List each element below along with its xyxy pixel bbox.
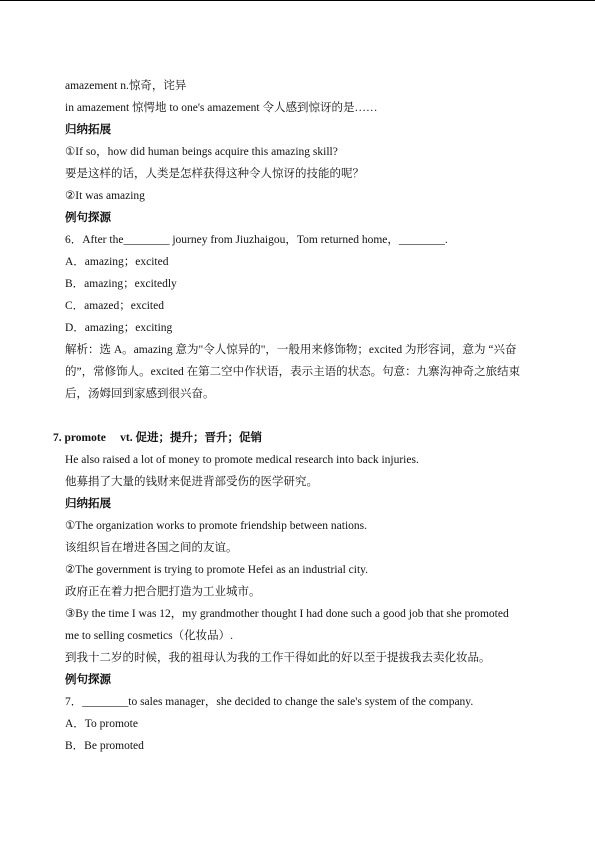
vocab-definition-line: amazement n.惊奇，诧异: [65, 80, 187, 92]
example-sentence-en: ②The government is trying to promote Hefei as an industrial city.: [65, 564, 369, 576]
explanation-line: 解析：选 A。amazing 意为"令人惊异的"，一般用来修饰物；excited 为形容词，意为 “兴奋: [65, 344, 517, 356]
question-stem: 7．________to sales manager，she decided to change the sale's system of the company.: [65, 696, 474, 708]
example-sentence-zh: 到我十二岁的时候，我的祖母认为我的工作干得如此的好以至于提拔我去卖化妆品。: [65, 652, 491, 664]
option-d: D．amazing；exciting: [65, 322, 173, 334]
example-sentence-en: ①If so，how did human beings acquire this amazing skill?: [65, 146, 338, 158]
option-c: C．amazed；excited: [65, 300, 164, 312]
section-heading-summary: 归纳拓展: [65, 124, 111, 136]
option-b: B．Be promoted: [65, 740, 144, 752]
option-a: A．To promote: [65, 718, 138, 730]
section-heading-examples: 例句探源: [65, 212, 111, 224]
example-sentence-en: ③By the time I was 12，my grandmother thought I had done such a good job that she promoted: [65, 608, 509, 620]
vocab-entry-heading: 7. promote vt. 促进；提升；晋升；促销: [53, 432, 263, 444]
example-sentence-en: ①The organization works to promote friendship between nations.: [65, 520, 367, 532]
example-sentence-en: He also raised a lot of money to promote medical research into back injuries.: [65, 454, 419, 466]
example-sentence-en: ②It was amazing: [65, 190, 145, 202]
phrase-line: in amazement 惊愕地 to one's amazement 令人感到惊讶的是……: [65, 102, 378, 114]
explanation-line: 后，汤姆回到家感到很兴奋。: [65, 388, 215, 400]
example-sentence-zh: 政府正在着力把合肥打造为工业城市。: [65, 586, 261, 598]
example-sentence-en: me to selling cosmetics（化妆品）.: [65, 630, 234, 642]
option-a: A．amazing；excited: [65, 256, 169, 268]
option-b: B．amazing；excitedly: [65, 278, 177, 290]
explanation-line: 的”，常修饰人。excited 在第二空中作状语，表示主语的状态。句意：九寨沟神奇之旅结束: [65, 366, 521, 378]
section-heading-summary: 归纳拓展: [65, 498, 111, 510]
example-sentence-zh: 他募捐了大量的钱财来促进背部受伤的医学研究。: [65, 476, 318, 488]
example-sentence-zh: 该组织旨在增进各国之间的友谊。: [65, 542, 238, 554]
question-stem: 6．After the________ journey from Jiuzhaigou，Tom returned home，________.: [65, 234, 448, 246]
page-top-rule: [0, 0, 595, 1]
example-sentence-zh: 要是这样的话，人类是怎样获得这种令人惊讶的技能的呢？: [65, 168, 364, 180]
section-heading-examples: 例句探源: [65, 674, 111, 686]
